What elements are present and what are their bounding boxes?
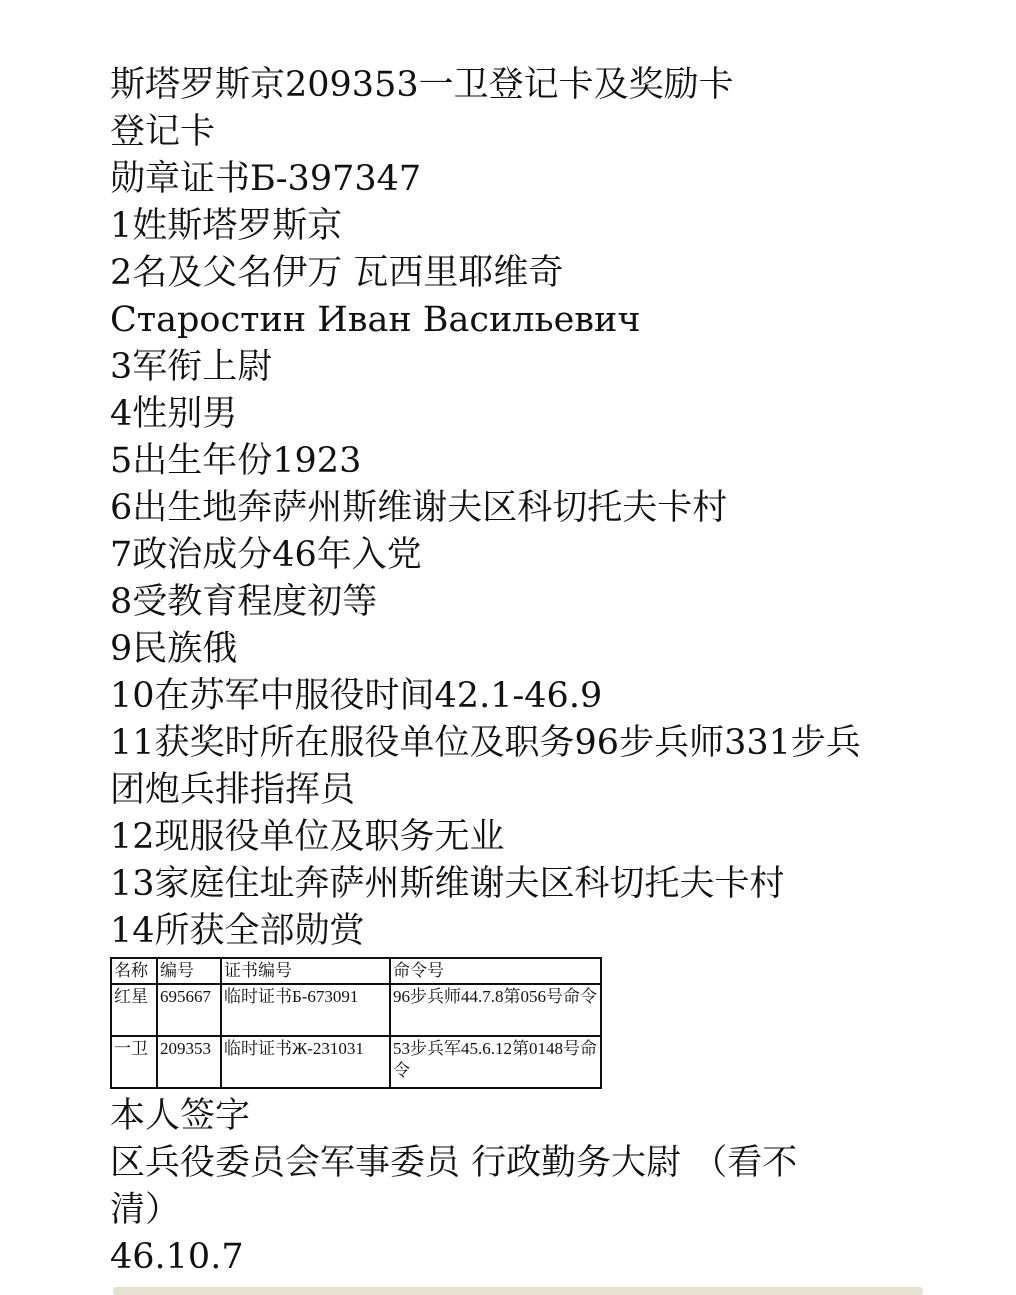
field-birth-year: 5出生年份1923 (110, 441, 362, 481)
commissar-line-cont: 清） (110, 1190, 181, 1230)
field-surname: 1姓斯塔罗斯京 (110, 206, 343, 246)
signature-label: 本人签字 (110, 1096, 251, 1136)
table-cell: 红星 (111, 984, 157, 1036)
field-name: 2名及父名伊万 瓦西里耶维奇 (110, 253, 564, 293)
field-party: 7政治成分46年入党 (110, 535, 422, 575)
table-cell: 一卫 (111, 1036, 157, 1088)
field-education: 8受教育程度初等 (110, 582, 378, 622)
table-cell: 53步兵军45.6.12第0148号命令 (390, 1036, 601, 1088)
table-cell: 临时证书Б-673091 (221, 984, 390, 1036)
table-cell: 695667 (157, 984, 221, 1036)
field-service-period: 10在苏军中服役时间42.1-46.9 (110, 676, 603, 716)
header-cell: 命令号 (390, 958, 601, 984)
field-nationality: 9民族俄 (110, 629, 238, 669)
table-header-row (111, 958, 601, 984)
field-unit-at-award: 11获奖时所在服役单位及职务96步兵师331步兵 (110, 723, 861, 763)
section-heading: 登记卡 (110, 112, 216, 152)
awards-table (110, 957, 602, 1089)
paper-edge (113, 1287, 923, 1295)
header-cell: 编号 (157, 958, 221, 984)
medal-certificate: 勋章证书Б-397347 (110, 159, 422, 199)
field-current-unit: 12现服役单位及职务无业 (110, 817, 505, 857)
table-row (111, 1036, 601, 1088)
commissar-line: 区兵役委员会军事委员 行政勤务大尉 （看不 (110, 1143, 798, 1183)
field-address: 13家庭住址奔萨州斯维谢夫区科切托夫卡村 (110, 864, 785, 904)
table-cell: 临时证书Ж-231031 (221, 1036, 390, 1088)
field-name-russian: Старостин Иван Васильевич (110, 300, 641, 340)
document-title: 斯塔罗斯京209353一卫登记卡及奖励卡 (110, 65, 734, 105)
field-rank: 3军衔上尉 (110, 347, 273, 387)
document-date: 46.10.7 (110, 1237, 244, 1277)
field-unit-at-award-cont: 团炮兵排指挥员 (110, 770, 356, 810)
header-cell: 证书编号 (221, 958, 390, 984)
field-sex: 4性别男 (110, 394, 238, 434)
table-row (111, 984, 601, 1036)
header-cell: 名称 (111, 958, 157, 984)
table-cell: 209353 (157, 1036, 221, 1088)
field-awards-heading: 14所获全部勋赏 (110, 911, 365, 951)
field-birthplace: 6出生地奔萨州斯维谢夫区科切托夫卡村 (110, 488, 728, 528)
table-cell: 96步兵师44.7.8第056号命令 (390, 984, 601, 1036)
registration-card-document (110, 62, 990, 1281)
